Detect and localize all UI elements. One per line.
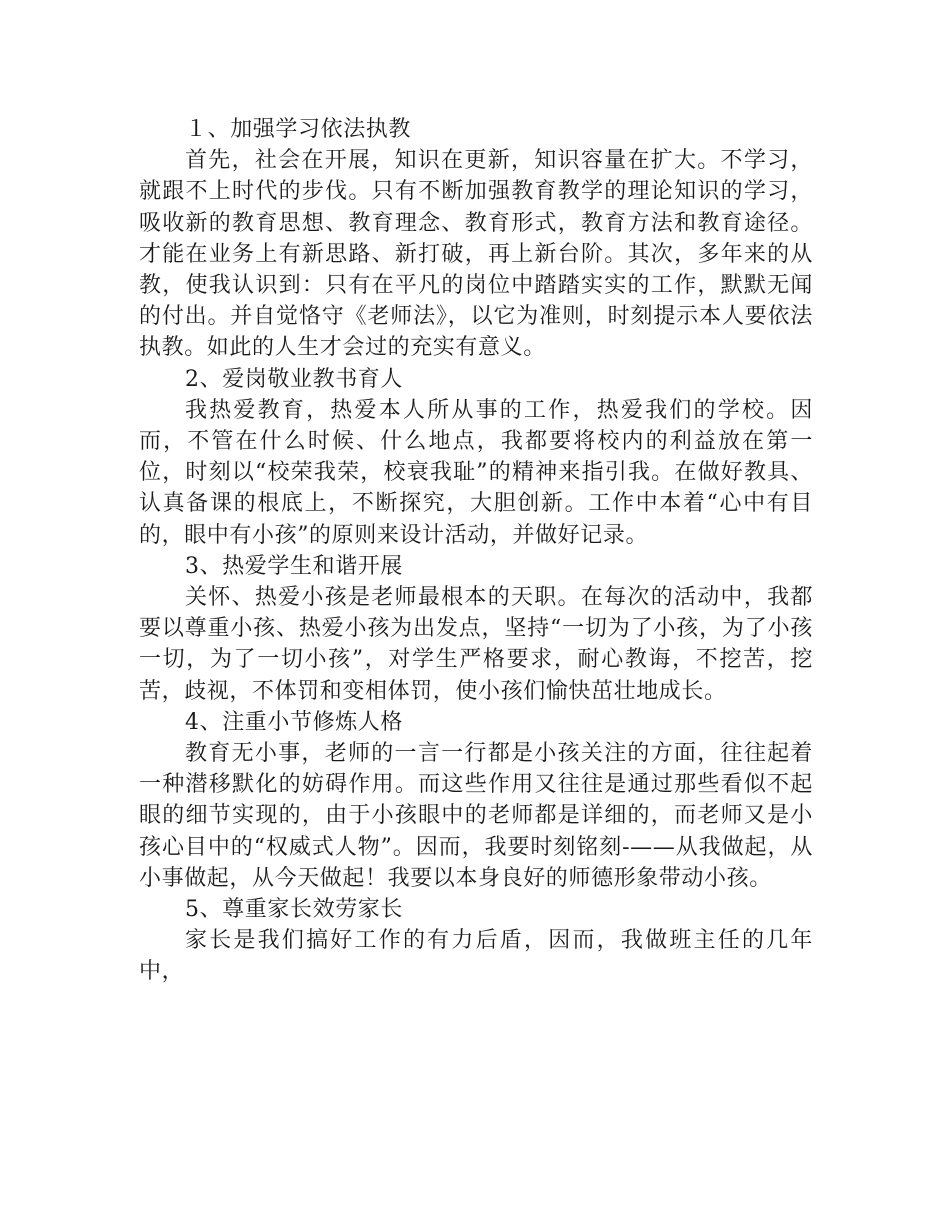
section-heading-5: 5、尊重家长效劳家长 [185, 897, 403, 923]
section-paragraph-5: 家长是我们搞好工作的有力后盾，因而，我做班主任的几年中， [139, 928, 813, 985]
section-paragraph-1: 首先，社会在开展，知识在更新，知识容量在扩大。不学习，就跟不上时代的步伐。只有不断加强教育教学的理论知识的学习，吸收新的教育思想、教育理念、教育形式，教育方法和教育途径。才能在业务上有新思路、新打破，再上新台阶。其次，多年来的从教，使我认识到：只有在平凡的岗位中踏踏实实的工作，默默无闻的付出。并自觉恪守《老师法》，以它为准则，时刻提示本人要依法执教。如此的人生才会过的充实有意义。 [139, 148, 813, 361]
section-heading-3: 3、热爱学生和谐开展 [185, 553, 403, 579]
section-paragraph-4: 教育无小事，老师的一言一行都是小孩关注的方面，往往起着一种潜移默化的妨碍作用。而这些作用又往往是通过那些看似不起眼的细节实现的，由于小孩眼中的老师都是详细的，而老师又是小孩心目中的“权威式人物”。因而，我要时刻铭刻-——从我做起，从小事做起，从今天做起！我要以本身良好的师德形象带动小孩。 [139, 741, 813, 891]
section-heading-4: 4、注重小节修炼人格 [185, 709, 403, 735]
section-heading-1: １、加强学习依法执教 [185, 117, 412, 142]
document-body [139, 114, 813, 988]
section-paragraph-2: 我热爱教育，热爱本人所从事的工作，热爱我们的学校。因而，不管在什么时候、什么地点，我都要将校内的利益放在第一位，时刻以“校荣我荣，校衰我耻”的精神来指引我。在做好教具、认真备课的根底上，不断探究，大胆创新。工作中本着“心中有目的，眼中有小孩”的原则来设计活动，并做好记录。 [139, 397, 813, 548]
section-paragraph-3: 关怀、热爱小孩是老师最根本的天职。在每次的活动中，我都要以尊重小孩、热爱小孩为出发点，坚持“一切为了小孩，为了小孩一切，为了一切小孩”，对学生严格要求，耐心教诲，不挖苦，挖苦，歧视，不体罚和变相体罚，使小孩们愉快茁壮地成长。 [139, 585, 813, 704]
section-heading-2: 2、爱岗敬业教书育人 [185, 366, 403, 392]
